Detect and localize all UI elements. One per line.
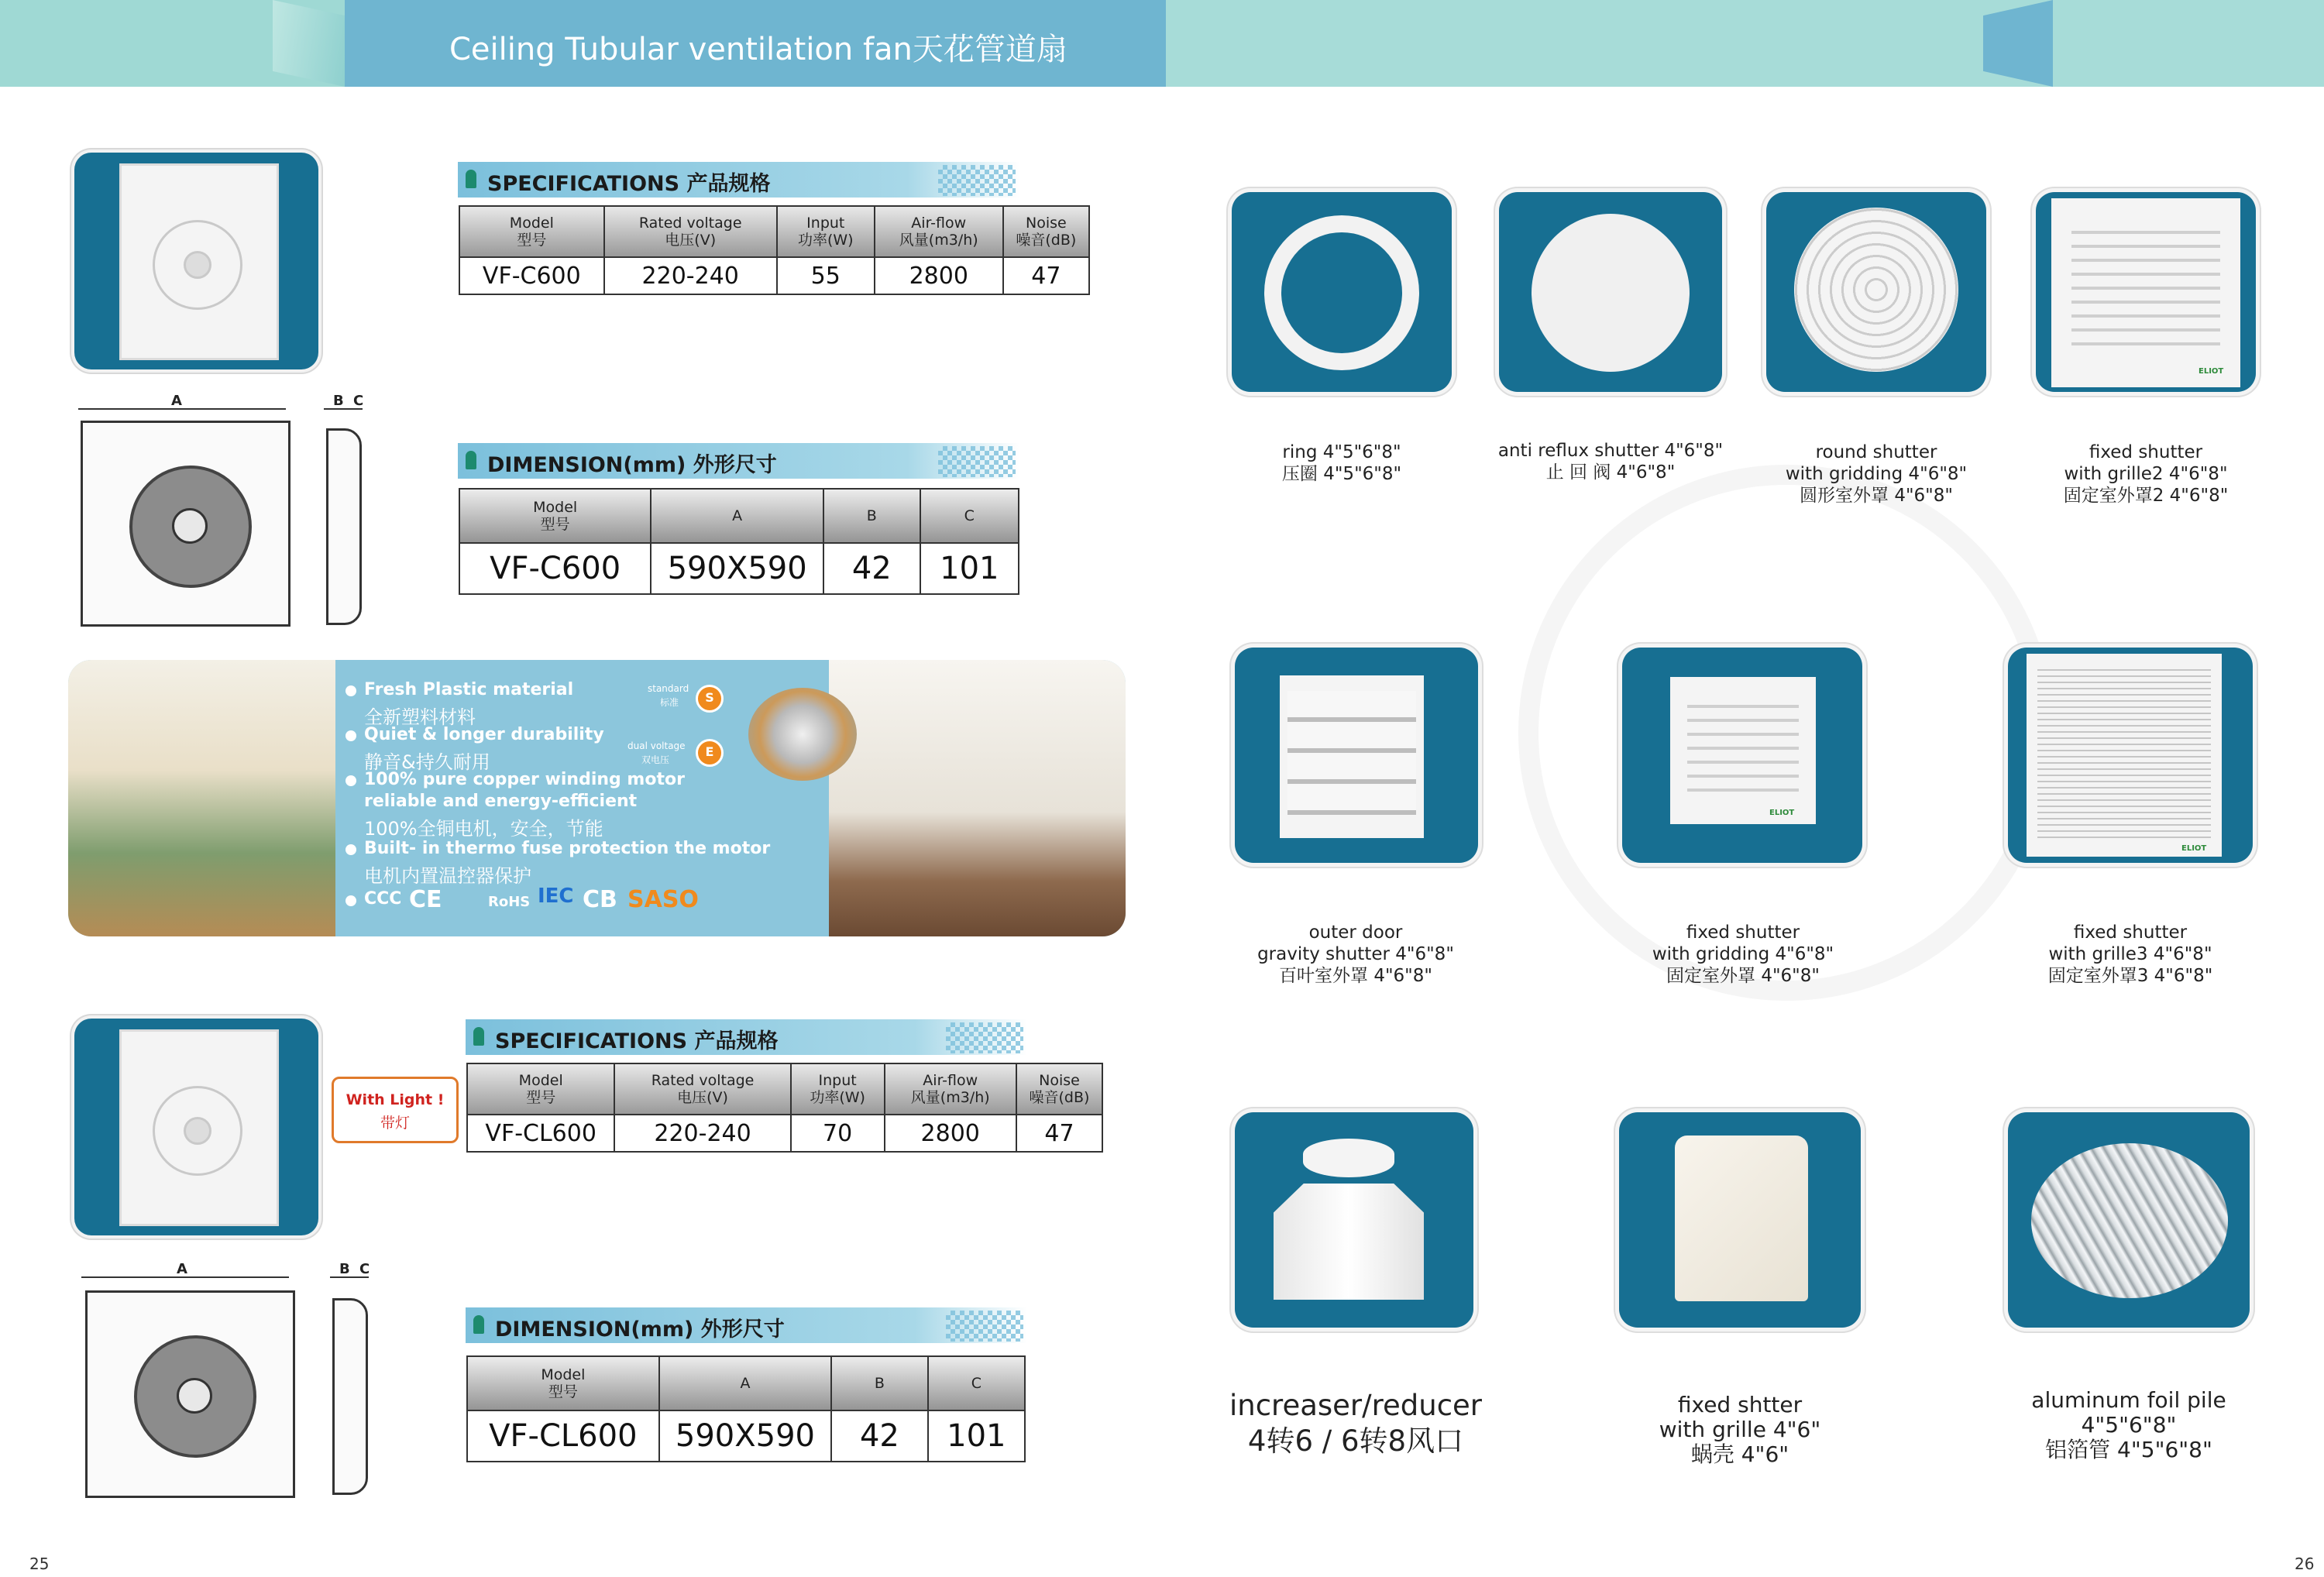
- fan-side-drawing-icon: [332, 1298, 368, 1495]
- conference-room-photo: [68, 660, 335, 936]
- checker-decoration: [946, 1022, 1023, 1053]
- iec-cert-icon: IEC: [538, 885, 574, 908]
- table-header-cell: A: [651, 489, 823, 543]
- table-header-cell: Noise 噪音(dB): [1016, 1063, 1102, 1115]
- accessory-card-ring: [1232, 192, 1452, 392]
- page-title: Ceiling Tubular ventilation fan天花管道扇: [449, 32, 1067, 67]
- feature-3-en2: reliable and energy-efficient: [364, 792, 638, 811]
- table-cell: 47: [1016, 1115, 1102, 1152]
- accessory-card-increaser: [1235, 1112, 1473, 1328]
- aluminum-foil-duct-icon: [2031, 1143, 2228, 1298]
- bullet-icon: [346, 730, 356, 741]
- bullet-icon: [346, 685, 356, 696]
- table-header-cell: Air-flow 风量(m3/h): [875, 206, 1003, 257]
- accessory-caption-round-shutter: round shutter with gridding 4"6"8" 圆形室外罩 4"6"8": [1785, 442, 1968, 506]
- table-header-cell: C: [928, 1356, 1025, 1410]
- pin-icon: [473, 1315, 484, 1334]
- accessory-caption-aluminum-foil: aluminum foil pile 4"5"6"8" 铝箔管 4"5"6"8": [2031, 1387, 2226, 1462]
- ring-icon: [1264, 215, 1419, 370]
- accessory-card-fixed-shtter: [1619, 1112, 1861, 1328]
- spec1-section-title: SPECIFICATIONS 产品规格: [487, 172, 771, 196]
- accessory-card-round-shutter: [1766, 192, 1986, 392]
- accessory-caption-ring: ring 4"5"6"8" 压圈 4"5"6"8": [1281, 442, 1402, 484]
- feature-4-en: Built- in thermo fuse protection the motor: [364, 839, 771, 858]
- table-cell: VF-C600: [459, 543, 651, 594]
- accessory-card-fixed-shutter-2: [2036, 192, 2256, 392]
- dim2-table: [466, 1355, 1026, 1462]
- dual-icon-glyph: E: [705, 744, 714, 759]
- table-cell: 42: [831, 1410, 927, 1462]
- fan-front-drawing-icon: [81, 421, 290, 627]
- feature-2-en: Quiet & longer durability: [364, 725, 604, 744]
- bullet-icon: [346, 844, 356, 855]
- table-header-row: [467, 1063, 1102, 1115]
- brand-mark: ELIOT: [2199, 367, 2224, 376]
- rohs-cert-icon: RoHS: [488, 894, 531, 910]
- saso-cert-icon: SASO: [627, 886, 699, 913]
- fan-side-drawing-icon: [326, 428, 362, 625]
- accessory-card-fixed-gridding: [1622, 648, 1862, 863]
- checker-decoration: [938, 165, 1016, 196]
- dual-voltage-icon: [696, 739, 724, 767]
- accessory-card-outer-door: [1235, 648, 1478, 863]
- table-header-cell: Model 型号: [467, 1356, 659, 1410]
- accessory-caption-increaser: increaser/reducer 4转6 / 6转8风口: [1229, 1389, 1483, 1458]
- callout-line-2: 带灯: [380, 1115, 410, 1132]
- standard-icon-glyph: S: [705, 690, 714, 705]
- accessory-caption-anti-reflux: anti reflux shutter 4"6"8" 止 回 阀 4"6"8": [1497, 441, 1724, 483]
- table-cell: 101: [920, 543, 1019, 594]
- pin-icon: [473, 1027, 484, 1046]
- feature-2-cn: 静音&持久耐用: [364, 751, 490, 773]
- fan-panel-icon: [119, 163, 279, 360]
- table-header-cell: A: [659, 1356, 832, 1410]
- anti-reflux-shutter-icon: [1532, 214, 1690, 372]
- feature-3-cn: 100%全铜电机，安全，节能: [364, 818, 603, 840]
- fixed-shutter-grille3-icon: [2027, 654, 2222, 857]
- round-shutter-icon: [1794, 208, 1958, 372]
- header-right-band: [1166, 0, 2324, 87]
- bullet-icon: [346, 895, 356, 906]
- fan-panel-with-light-icon: [119, 1029, 279, 1226]
- dim-label-a: A: [171, 393, 182, 409]
- hood-shutter-icon: [1675, 1136, 1808, 1301]
- table-cell: 101: [928, 1410, 1025, 1462]
- table-header-cell: Model 型号: [467, 1063, 614, 1115]
- dim1-section-bar: [458, 443, 1019, 479]
- brand-mark: ELIOT: [2181, 844, 2207, 853]
- table-header-cell: Input 功率(W): [791, 1063, 885, 1115]
- table-cell: 55: [777, 257, 875, 294]
- table-header-cell: Model 型号: [459, 206, 604, 257]
- dim-label-b: B: [333, 393, 344, 409]
- pin-icon: [466, 451, 476, 469]
- table-header-cell: C: [920, 489, 1019, 543]
- dim-label-c: C: [359, 1261, 370, 1277]
- bullet-icon: [346, 775, 356, 786]
- brand-mark: ELIOT: [1769, 809, 1795, 817]
- ce-cert-icon: CE: [409, 886, 442, 913]
- spec2-section-title: SPECIFICATIONS 产品规格: [495, 1029, 779, 1053]
- dim-label-b: B: [339, 1261, 350, 1277]
- table-row: [459, 543, 1019, 594]
- fan-front-drawing-icon: [85, 1290, 295, 1498]
- table-cell: 2800: [885, 1115, 1016, 1152]
- table-cell: VF-CL600: [467, 1410, 659, 1462]
- spec1-table: [459, 205, 1090, 295]
- table-cell: 220-240: [614, 1115, 790, 1152]
- accessory-card-aluminum-foil: [2008, 1112, 2250, 1328]
- page-number-left: 25: [29, 1555, 50, 1573]
- spec2-table: [466, 1063, 1103, 1153]
- product-image-vf-cl600: [74, 1019, 318, 1235]
- pin-icon: [466, 170, 476, 188]
- feature-1-cn: 全新塑料材料: [364, 706, 476, 728]
- fixed-shutter-grille2-icon: [2051, 198, 2240, 387]
- dim-label-c: C: [353, 393, 364, 409]
- standard-voltage-icon: [696, 685, 724, 713]
- product-image-vf-c600: [74, 153, 318, 369]
- checker-decoration: [946, 1311, 1023, 1342]
- accessory-caption-fixed-shutter-2: fixed shutter with grille2 4"6"8" 固定室外罩2 4"6"8": [2063, 442, 2229, 506]
- spec1-section-bar: [458, 162, 1019, 198]
- standard-label-en: standard: [648, 683, 689, 694]
- accessory-caption-outer-door: outer door gravity shutter 4"6"8" 百叶室外罩 4"6"8": [1257, 922, 1454, 986]
- table-header-row: [459, 489, 1019, 543]
- table-cell: 70: [791, 1115, 885, 1152]
- table-cell: 47: [1003, 257, 1089, 294]
- accessory-card-fixed-shutter-3: [2008, 648, 2253, 863]
- table-cell: 590X590: [659, 1410, 832, 1462]
- with-light-callout: [332, 1077, 459, 1143]
- table-header-cell: Input 功率(W): [777, 206, 875, 257]
- dim1-table: [459, 488, 1019, 595]
- feature-1-en: Fresh Plastic material: [364, 680, 574, 699]
- ccc-cert-icon: CCC: [364, 889, 402, 909]
- accessory-card-anti-reflux: [1499, 192, 1722, 392]
- dim-label-a: A: [177, 1261, 187, 1277]
- cb-cert-icon: CB: [583, 886, 617, 913]
- accessory-caption-fixed-gridding: fixed shutter with gridding 4"6"8" 固定室外罩 4"6"8": [1652, 922, 1834, 986]
- page-number-right: 26: [2295, 1555, 2315, 1573]
- feature-4-cn: 电机内置温控器保护: [364, 865, 531, 887]
- dual-label-en: dual voltage: [627, 740, 686, 751]
- table-header-cell: Rated voltage 电压(V): [614, 1063, 790, 1115]
- feature-3-en: 100% pure copper winding motor: [364, 770, 685, 789]
- table-cell: 2800: [875, 257, 1003, 294]
- table-header-cell: Noise 噪音(dB): [1003, 206, 1089, 257]
- standard-label-cn: 标准: [660, 697, 679, 708]
- increaser-reducer-icon: [1303, 1139, 1394, 1177]
- features-banner: [68, 660, 1126, 936]
- table-row: [467, 1115, 1102, 1152]
- table-cell: 42: [823, 543, 920, 594]
- spec2-section-bar: [466, 1019, 1027, 1055]
- fixed-shutter-gridding-icon: [1670, 677, 1816, 824]
- table-row: [467, 1410, 1025, 1462]
- table-header-cell: Air-flow 风量(m3/h): [885, 1063, 1016, 1115]
- table-cell: 220-240: [604, 257, 777, 294]
- gravity-shutter-icon: [1280, 675, 1424, 838]
- table-header-row: [459, 206, 1089, 257]
- dim1-section-title: DIMENSION(mm) 外形尺寸: [487, 453, 777, 477]
- dimension-drawing-1: [74, 393, 400, 630]
- kitchen-photo: [829, 660, 1126, 936]
- copper-motor-icon: [748, 688, 857, 781]
- table-header-cell: Model 型号: [459, 489, 651, 543]
- dim2-section-title: DIMENSION(mm) 外形尺寸: [495, 1318, 785, 1342]
- callout-line-1: With Light !: [346, 1091, 445, 1108]
- accessory-caption-fixed-shutter-3: fixed shutter with grille3 4"6"8" 固定室外罩3 4"6"8": [2047, 922, 2213, 986]
- table-header-cell: B: [823, 489, 920, 543]
- checker-decoration: [938, 446, 1016, 477]
- table-cell: 590X590: [651, 543, 823, 594]
- accessory-caption-fixed-shtter: fixed shtter with grille 4"6" 蜗壳 4"6": [1659, 1392, 1821, 1467]
- dimension-drawing-2: [77, 1263, 403, 1503]
- table-cell: VF-C600: [459, 257, 604, 294]
- table-header-row: [467, 1356, 1025, 1410]
- table-cell: VF-CL600: [467, 1115, 614, 1152]
- table-header-cell: B: [831, 1356, 927, 1410]
- table-row: [459, 257, 1089, 294]
- dim2-section-bar: [466, 1307, 1027, 1343]
- dual-label-cn: 双电压: [641, 754, 670, 765]
- table-header-cell: Rated voltage 电压(V): [604, 206, 777, 257]
